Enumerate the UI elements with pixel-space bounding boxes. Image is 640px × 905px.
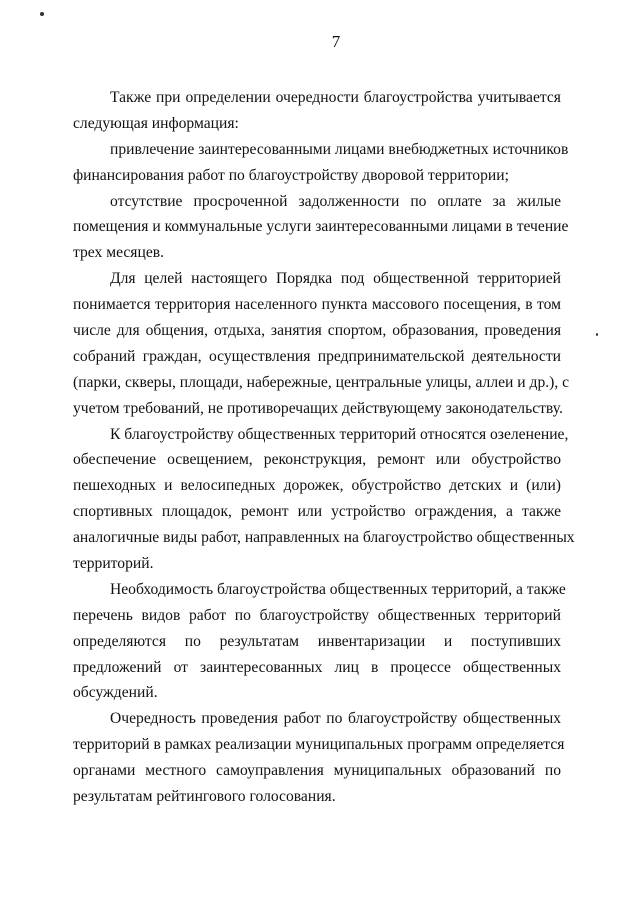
- text-line: помещения и коммунальные услуги заинтересованными лицами в течение: [73, 218, 569, 236]
- document-body: [73, 85, 575, 810]
- page-number: 7: [331, 32, 341, 51]
- text-line: учетом требований, не противоречащих действующему законодательству.: [73, 399, 563, 417]
- text-line: результатам рейтингового голосования.: [73, 788, 336, 806]
- text-line: предложений от заинтересованных лиц в процессе общественных: [73, 658, 561, 676]
- text-line: финансирования работ по благоустройству дворовой территории;: [73, 166, 509, 184]
- paragraph: [73, 577, 566, 706]
- scan-speck: [40, 12, 44, 16]
- text-line: органами местного самоуправления муниципальных образований по: [73, 762, 561, 780]
- text-line: Также при определении очередности благоустройства учитывается: [110, 89, 561, 106]
- text-line: территорий в рамках реализации муниципальных программ определяется: [73, 736, 565, 754]
- text-line: территорий.: [73, 555, 154, 573]
- text-line: спортивных площадок, ремонт или устройство ограждения, а также: [73, 503, 561, 521]
- paragraph: [73, 706, 565, 810]
- text-line: отсутствие просроченной задолженности по оплате за жилые: [110, 192, 561, 210]
- text-line: К благоустройству общественных территорий относятся озеленение,: [110, 425, 569, 443]
- text-line: Для целей настоящего Порядка под общественной территорией: [110, 270, 561, 288]
- text-line: понимается территория населенного пункта массового посещения, в том: [73, 296, 561, 314]
- paragraph: [73, 189, 569, 267]
- text-line: следующая информация:: [73, 114, 239, 132]
- text-line: Очередность проведения работ по благоустройству общественных: [110, 710, 561, 728]
- text-line: числе для общения, отдыха, занятия спортом, образования, проведения: [73, 322, 561, 340]
- text-line: перечень видов работ по благоустройству общественных территорий: [73, 606, 561, 624]
- text-line: трех месяцев.: [73, 244, 165, 262]
- paragraph: [73, 137, 569, 189]
- text-line: (парки, скверы, площади, набережные, центральные улицы, аллеи и др.), с: [73, 373, 570, 391]
- text-line: обсуждений.: [73, 684, 158, 702]
- text-line: обеспечение освещением, реконструкция, ремонт или обустройство: [73, 451, 561, 469]
- paragraph: [73, 266, 570, 421]
- paragraph: [73, 422, 575, 577]
- scan-speck: [596, 333, 598, 336]
- text-line: определяются по результатам инвентаризации и поступивших: [73, 632, 561, 650]
- text-line: собраний граждан, осуществления предпринимательской деятельности: [73, 347, 561, 365]
- text-line: Необходимость благоустройства общественных территорий, а также: [110, 580, 566, 598]
- text-line: привлечение заинтересованными лицами внебюджетных источников: [110, 140, 569, 158]
- text-line: пешеходных и велосипедных дорожек, обустройство детских и (или): [73, 477, 561, 495]
- text-line: аналогичные виды работ, направленных на благоустройство общественных: [73, 529, 575, 547]
- paragraph: [73, 85, 561, 137]
